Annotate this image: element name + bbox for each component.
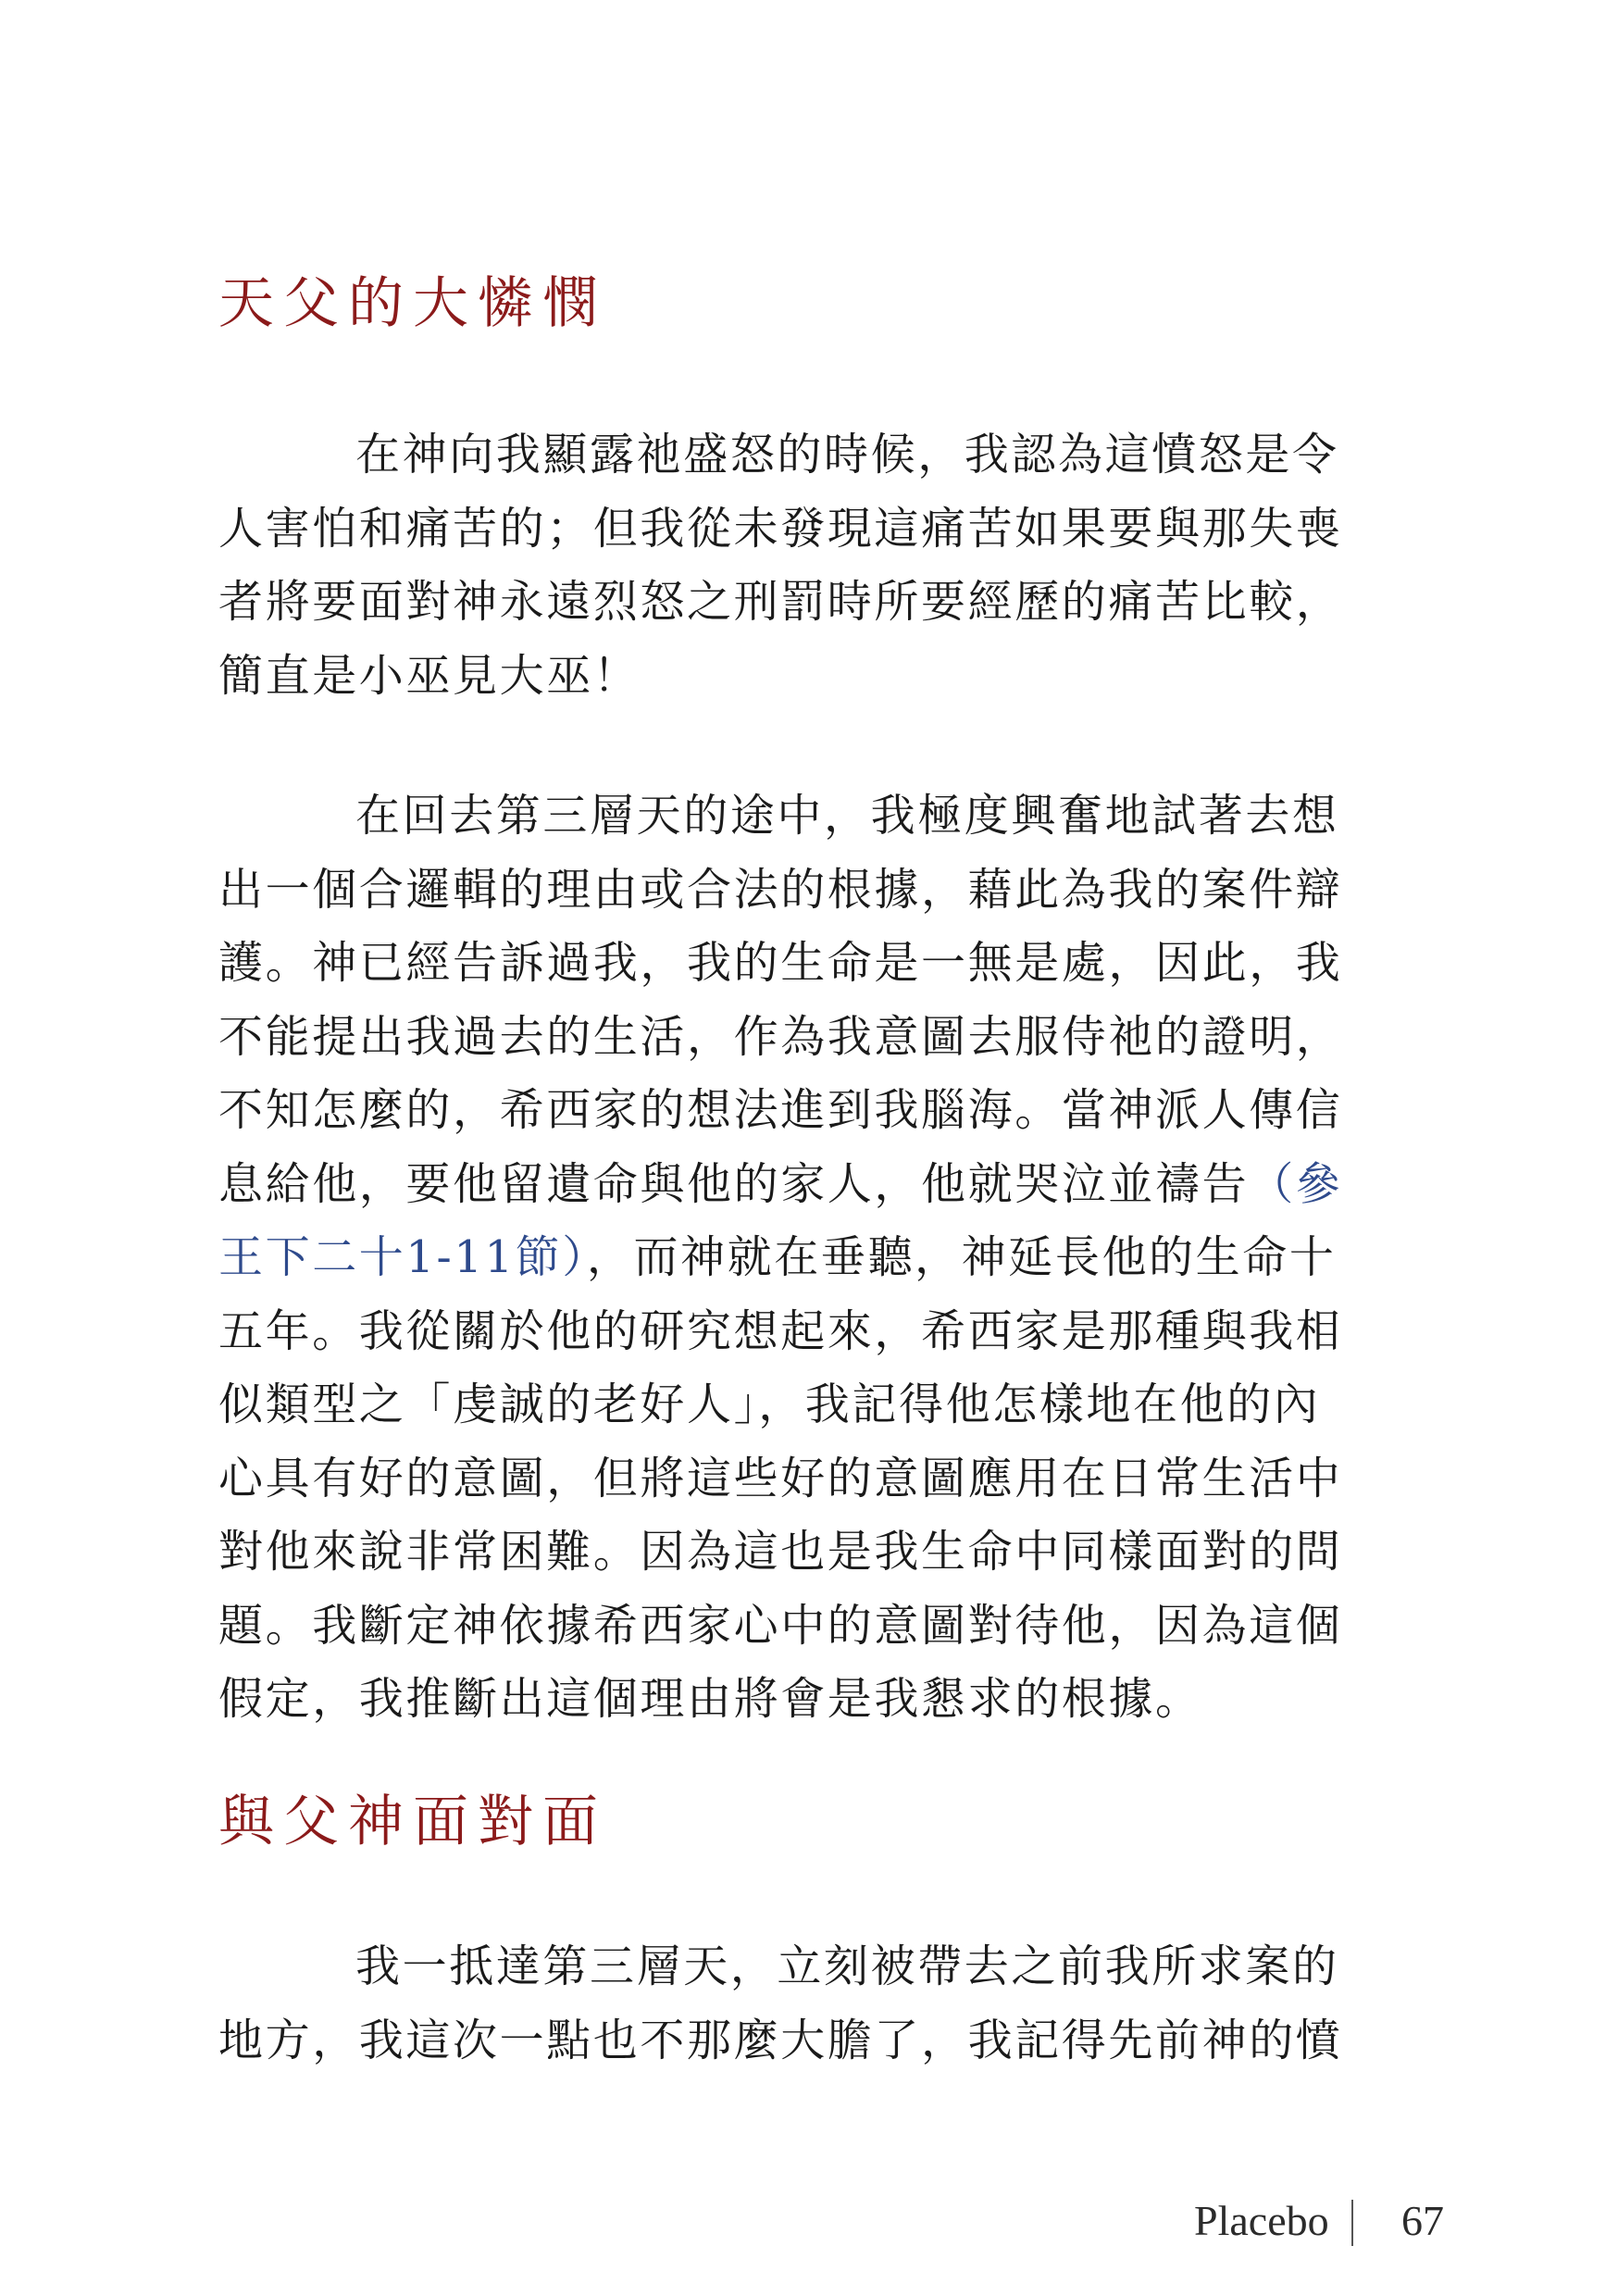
paragraph-line: 出一個合邏輯的理由或合法的根據，藉此為我的案件辯 xyxy=(218,863,1343,916)
page-footer xyxy=(1194,2196,1453,2252)
paragraph-line: 簡直是小巫見大巫！ xyxy=(218,649,641,702)
paragraph-3 xyxy=(218,1930,1450,2078)
running-footer-title: Placebo xyxy=(1194,2197,1329,2244)
paragraph-line: 心具有好的意圖，但將這些好的意圖應用在日常生活中 xyxy=(218,1452,1343,1504)
section-heading-face-to-face: 與父神面對面 xyxy=(218,1790,607,1854)
paragraph-line: 題。我斷定神依據希西家心中的意圖對待他，因為這個 xyxy=(218,1599,1343,1652)
paragraph-1 xyxy=(218,418,1450,713)
paragraph-line: 者將要面對神永遠烈怒之刑罰時所要經歷的痛苦比較， xyxy=(218,576,1343,628)
paragraph-line-with-reference xyxy=(218,1148,1450,1222)
paragraph-line: 五年。我從關於他的研究想起來，希西家是那種與我相 xyxy=(218,1304,1343,1357)
scripture-reference: 王下二十1-11節） xyxy=(218,1231,587,1283)
paragraph-line: 我一抵達第三層天，立刻被帶去之前我所求案的 xyxy=(355,1940,1339,1992)
scripture-reference: （參 xyxy=(1249,1157,1343,1210)
paragraph-line: 護。神已經告訴過我，我的生命是一無是處，因此，我 xyxy=(218,937,1343,989)
paragraph-text: 息給他，要他留遺命與他的家人，他就哭泣並禱告 xyxy=(218,1157,1250,1210)
paragraph-line: 假定，我推斷出這個理由將會是我懇求的根據。 xyxy=(218,1673,1202,1725)
paragraph-2 xyxy=(218,780,1450,1737)
paragraph-line: 在神向我顯露祂盛怒的時候，我認為這憤怒是令 xyxy=(355,429,1339,480)
page-number: 67 xyxy=(1401,2197,1444,2244)
paragraph-line: 不知怎麼的，希西家的想法進到我腦海。當神派人傳信 xyxy=(218,1084,1343,1136)
paragraph-line: 在回去第三層天的途中，我極度興奮地試著去想 xyxy=(355,790,1339,842)
paragraph-line: 似類型之「虔誠的老好人」，我記得他怎樣地在他的內 xyxy=(218,1379,1321,1430)
paragraph-line: 地方，我這次一點也不那麼大膽了，我記得先前神的憤 xyxy=(218,2014,1343,2066)
footer-divider xyxy=(1351,2200,1353,2246)
paragraph-line: 對他來說非常困難。因為這也是我生命中同樣面對的問 xyxy=(218,1526,1343,1578)
paragraph-text: ，而神就在垂聽，神延長他的生命十 xyxy=(586,1231,1337,1283)
section-heading-heavenly-father-mercy: 天父的大憐憫 xyxy=(218,271,607,336)
paragraph-line: 不能提出我過去的生活，作為我意圖去服侍祂的證明， xyxy=(218,1010,1343,1063)
paragraph-line-with-reference xyxy=(218,1221,1450,1295)
paragraph-line: 人害怕和痛苦的；但我從未發現這痛苦如果要與那失喪 xyxy=(218,502,1343,555)
